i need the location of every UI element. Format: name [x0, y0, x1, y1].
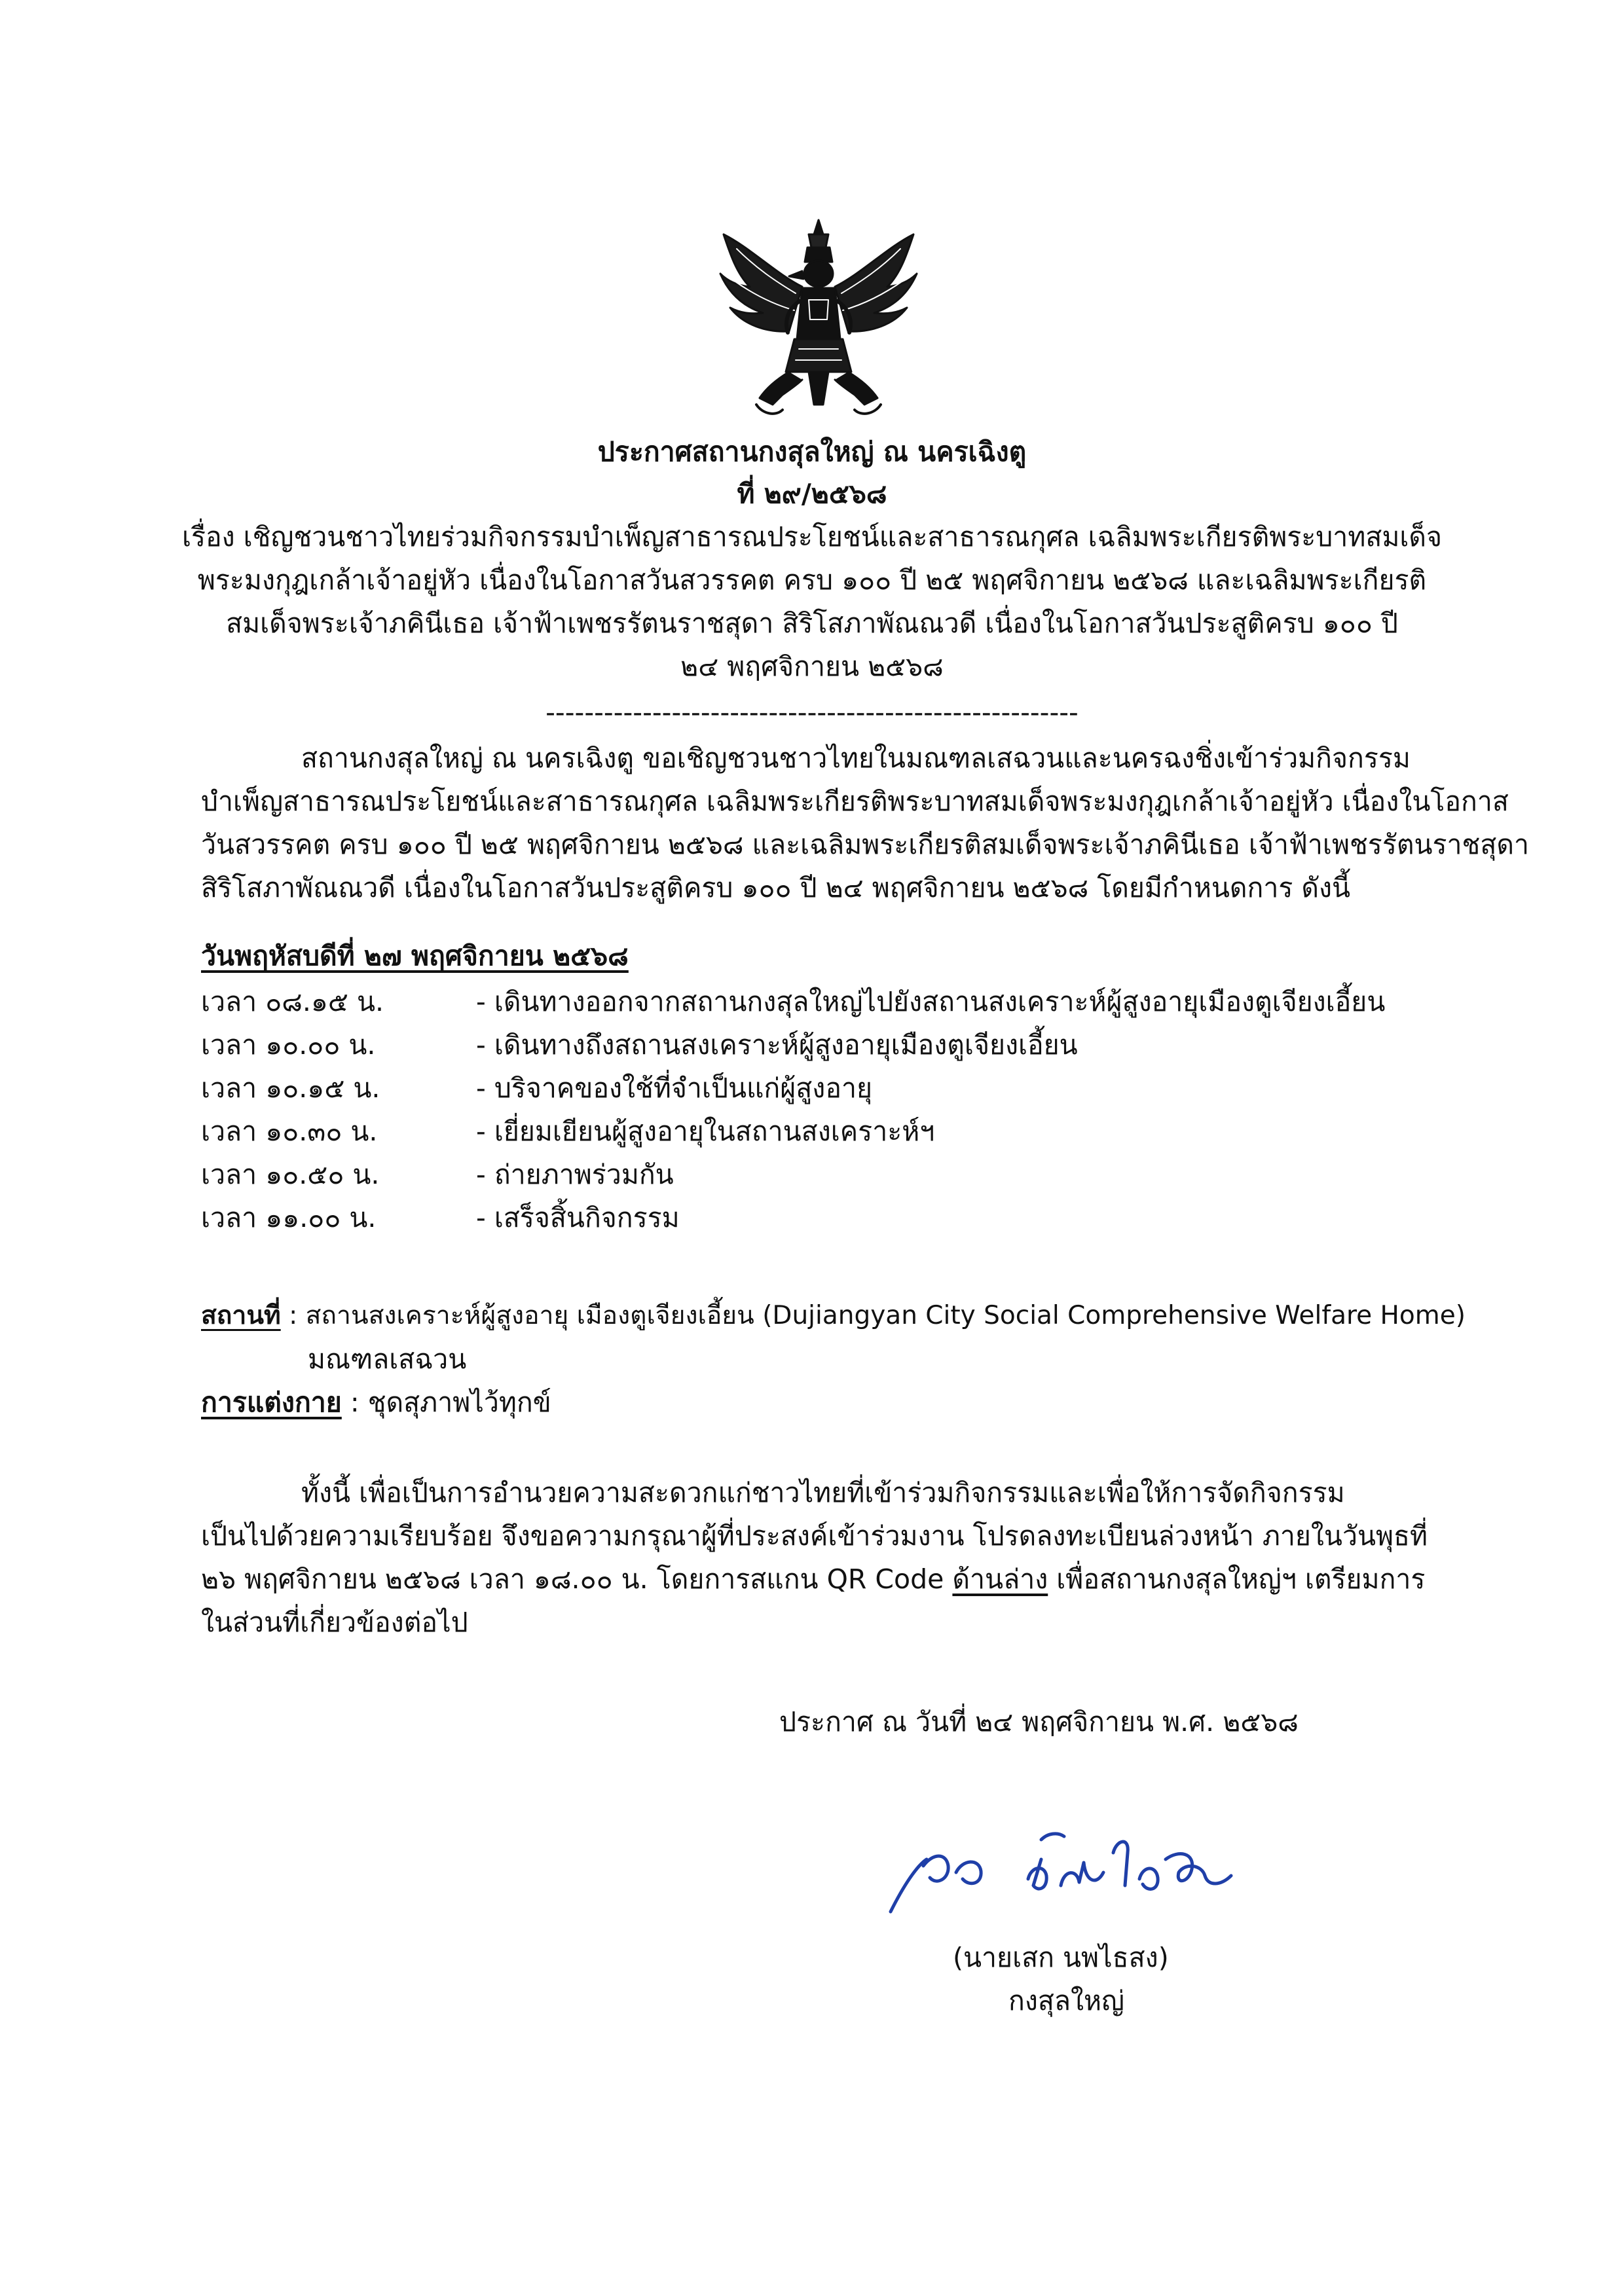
closing-line: ในส่วนที่เกี่ยวข้องต่อไป [201, 1607, 468, 1638]
closing-line: เป็นไปด้วยความเรียบร้อย จึงขอความกรุณาผู้ที่ประสงค์เข้าร่วมงาน โปรดลงทะเบียนล่วงหน้า ภายในวันพุธที่ [201, 1520, 1428, 1552]
schedule-row [201, 1068, 872, 1108]
schedule-row [201, 1155, 674, 1194]
schedule-row [201, 1198, 680, 1237]
subject-line: ๒๔ พฤศจิกายน ๒๕๖๘ [680, 651, 944, 682]
schedule-activity: - เดินทางถึงสถานสงเคราะห์ผู้สูงอายุเมืองตูเจียงเอี้ยน [476, 1029, 1078, 1061]
document-title: ประกาศสถานกงสุลใหญ่ ณ นครเฉิงตู [597, 436, 1027, 467]
venue-label: สถานที่ [201, 1301, 281, 1330]
schedule-activity: - เดินทางออกจากสถานกงสุลใหญ่ไปยังสถานสงเคราะห์ผู้สูงอายุเมืองตูเจียงเอี้ยน [476, 986, 1386, 1017]
intro-line: สิริโสภาพัณณวดี เนื่องในโอกาสวันประสูติครบ ๑๐๐ ปี ๒๔ พฤศจิกายน ๒๕๖๘ โดยมีกำหนดการ ดังนี้ [201, 872, 1351, 903]
schedule-activity: - บริจาคของใช้ที่จำเป็นแก่ผู้สูงอายุ [476, 1072, 872, 1104]
schedule-time: เวลา ๑๐.๐๐ น. [201, 1029, 376, 1061]
schedule-date-heading: วันพฤหัสบดีที่ ๒๗ พฤศจิกายน ๒๕๖๘ [201, 940, 629, 972]
dress-label: การแต่งกาย [201, 1387, 342, 1418]
subject-line: เรื่อง เชิญชวนชาวไทยร่วมกิจกรรมบำเพ็ญสาธารณประโยชน์และสาธารณกุศล เฉลิมพระเกียรติพระบาทสมเด็จ [181, 521, 1443, 553]
schedule-time: เวลา ๑๐.๑๕ น. [201, 1072, 380, 1104]
signature-icon [877, 1813, 1257, 1925]
signatory-position: กงสุลใหญ่ [1008, 1985, 1124, 2016]
subject-line: สมเด็จพระเจ้าภคินีเธอ เจ้าฟ้าเพชรรัตนราชสุดา สิริโสภาพัณณวดี เนื่องในโอกาสวันประสูติครบ ๑๐๐ ปี [226, 608, 1398, 639]
closing-text: ๒๖ พฤศจิกายน ๒๕๖๘ เวลา ๑๘.๐๐ น. โดยการสแกน QR Code [201, 1563, 953, 1595]
schedule-time: เวลา ๑๐.๕๐ น. [201, 1159, 380, 1190]
venue-value: : สถานสงเคราะห์ผู้สูงอายุ เมืองตูเจียงเอี้ยน (Dujiangyan City Social Comprehensive Welfare Home) [280, 1301, 1466, 1330]
intro-line: สถานกงสุลใหญ่ ณ นครเฉิงตู ขอเชิญชวนชาวไทยในมณฑลเสฉวนและนครฉงชิ่งเข้าร่วมกิจกรรม [301, 742, 1411, 774]
schedule-activity: - เสร็จสิ้นกิจกรรม [476, 1202, 680, 1233]
garuda-emblem-icon [710, 208, 927, 424]
closing-line [201, 1559, 1425, 1599]
venue-value-line2: มณฑลเสฉวน [308, 1343, 467, 1375]
announcement-date: ประกาศ ณ วันที่ ๒๔ พฤศจิกายน พ.ศ. ๒๕๖๘ [779, 1706, 1299, 1738]
intro-line: วันสวรรคต ครบ ๑๐๐ ปี ๒๕ พฤศจิกายน ๒๕๖๘ และเฉลิมพระเกียรติสมเด็จพระเจ้าภคินีเธอ เจ้าฟ้าเพชรรัตนราชสุดา [201, 829, 1530, 860]
schedule-time: เวลา ๑๐.๓๐ น. [201, 1116, 378, 1147]
document-number: ที่ ๒๙/๒๕๖๘ [737, 478, 887, 509]
schedule-activity: - ถ่ายภาพร่วมกัน [476, 1159, 674, 1190]
closing-line: ทั้งนี้ เพื่อเป็นการอำนวยความสะดวกแก่ชาวไทยที่เข้าร่วมกิจกรรมและเพื่อให้การจัดกิจกรรม [301, 1477, 1345, 1508]
closing-text: เพื่อสถานกงสุลใหญ่ฯ เตรียมการ [1048, 1563, 1426, 1595]
schedule-time: เวลา ๐๘.๑๕ น. [201, 986, 384, 1017]
schedule-time: เวลา ๑๑.๐๐ น. [201, 1202, 377, 1233]
schedule-row [201, 1112, 934, 1151]
dress-line [201, 1383, 551, 1422]
divider: ------------------------------------------------------- [545, 697, 1079, 728]
schedule-row [201, 1025, 1078, 1065]
below-reference: ด้านล่าง [952, 1563, 1048, 1595]
signatory-name: (นายเสก นพไธสง) [953, 1942, 1169, 1973]
schedule-activity: - เยี่ยมเยียนผู้สูงอายุในสถานสงเคราะห์ฯ [476, 1116, 935, 1147]
intro-line: บำเพ็ญสาธารณประโยชน์และสาธารณกุศล เฉลิมพระเกียรติพระบาทสมเด็จพระมงกุฎเกล้าเจ้าอยู่หัว เนื่องในโอกาส [201, 786, 1509, 817]
dress-value: : ชุดสุภาพไว้ทุกข์ [341, 1387, 551, 1418]
venue-line [201, 1296, 1466, 1336]
schedule-row [201, 982, 1385, 1021]
subject-line: พระมงกุฎเกล้าเจ้าอยู่หัว เนื่องในโอกาสวันสวรรคต ครบ ๑๐๐ ปี ๒๕ พฤศจิกายน ๒๕๖๘ และเฉลิมพระเกียรติ [197, 564, 1427, 596]
